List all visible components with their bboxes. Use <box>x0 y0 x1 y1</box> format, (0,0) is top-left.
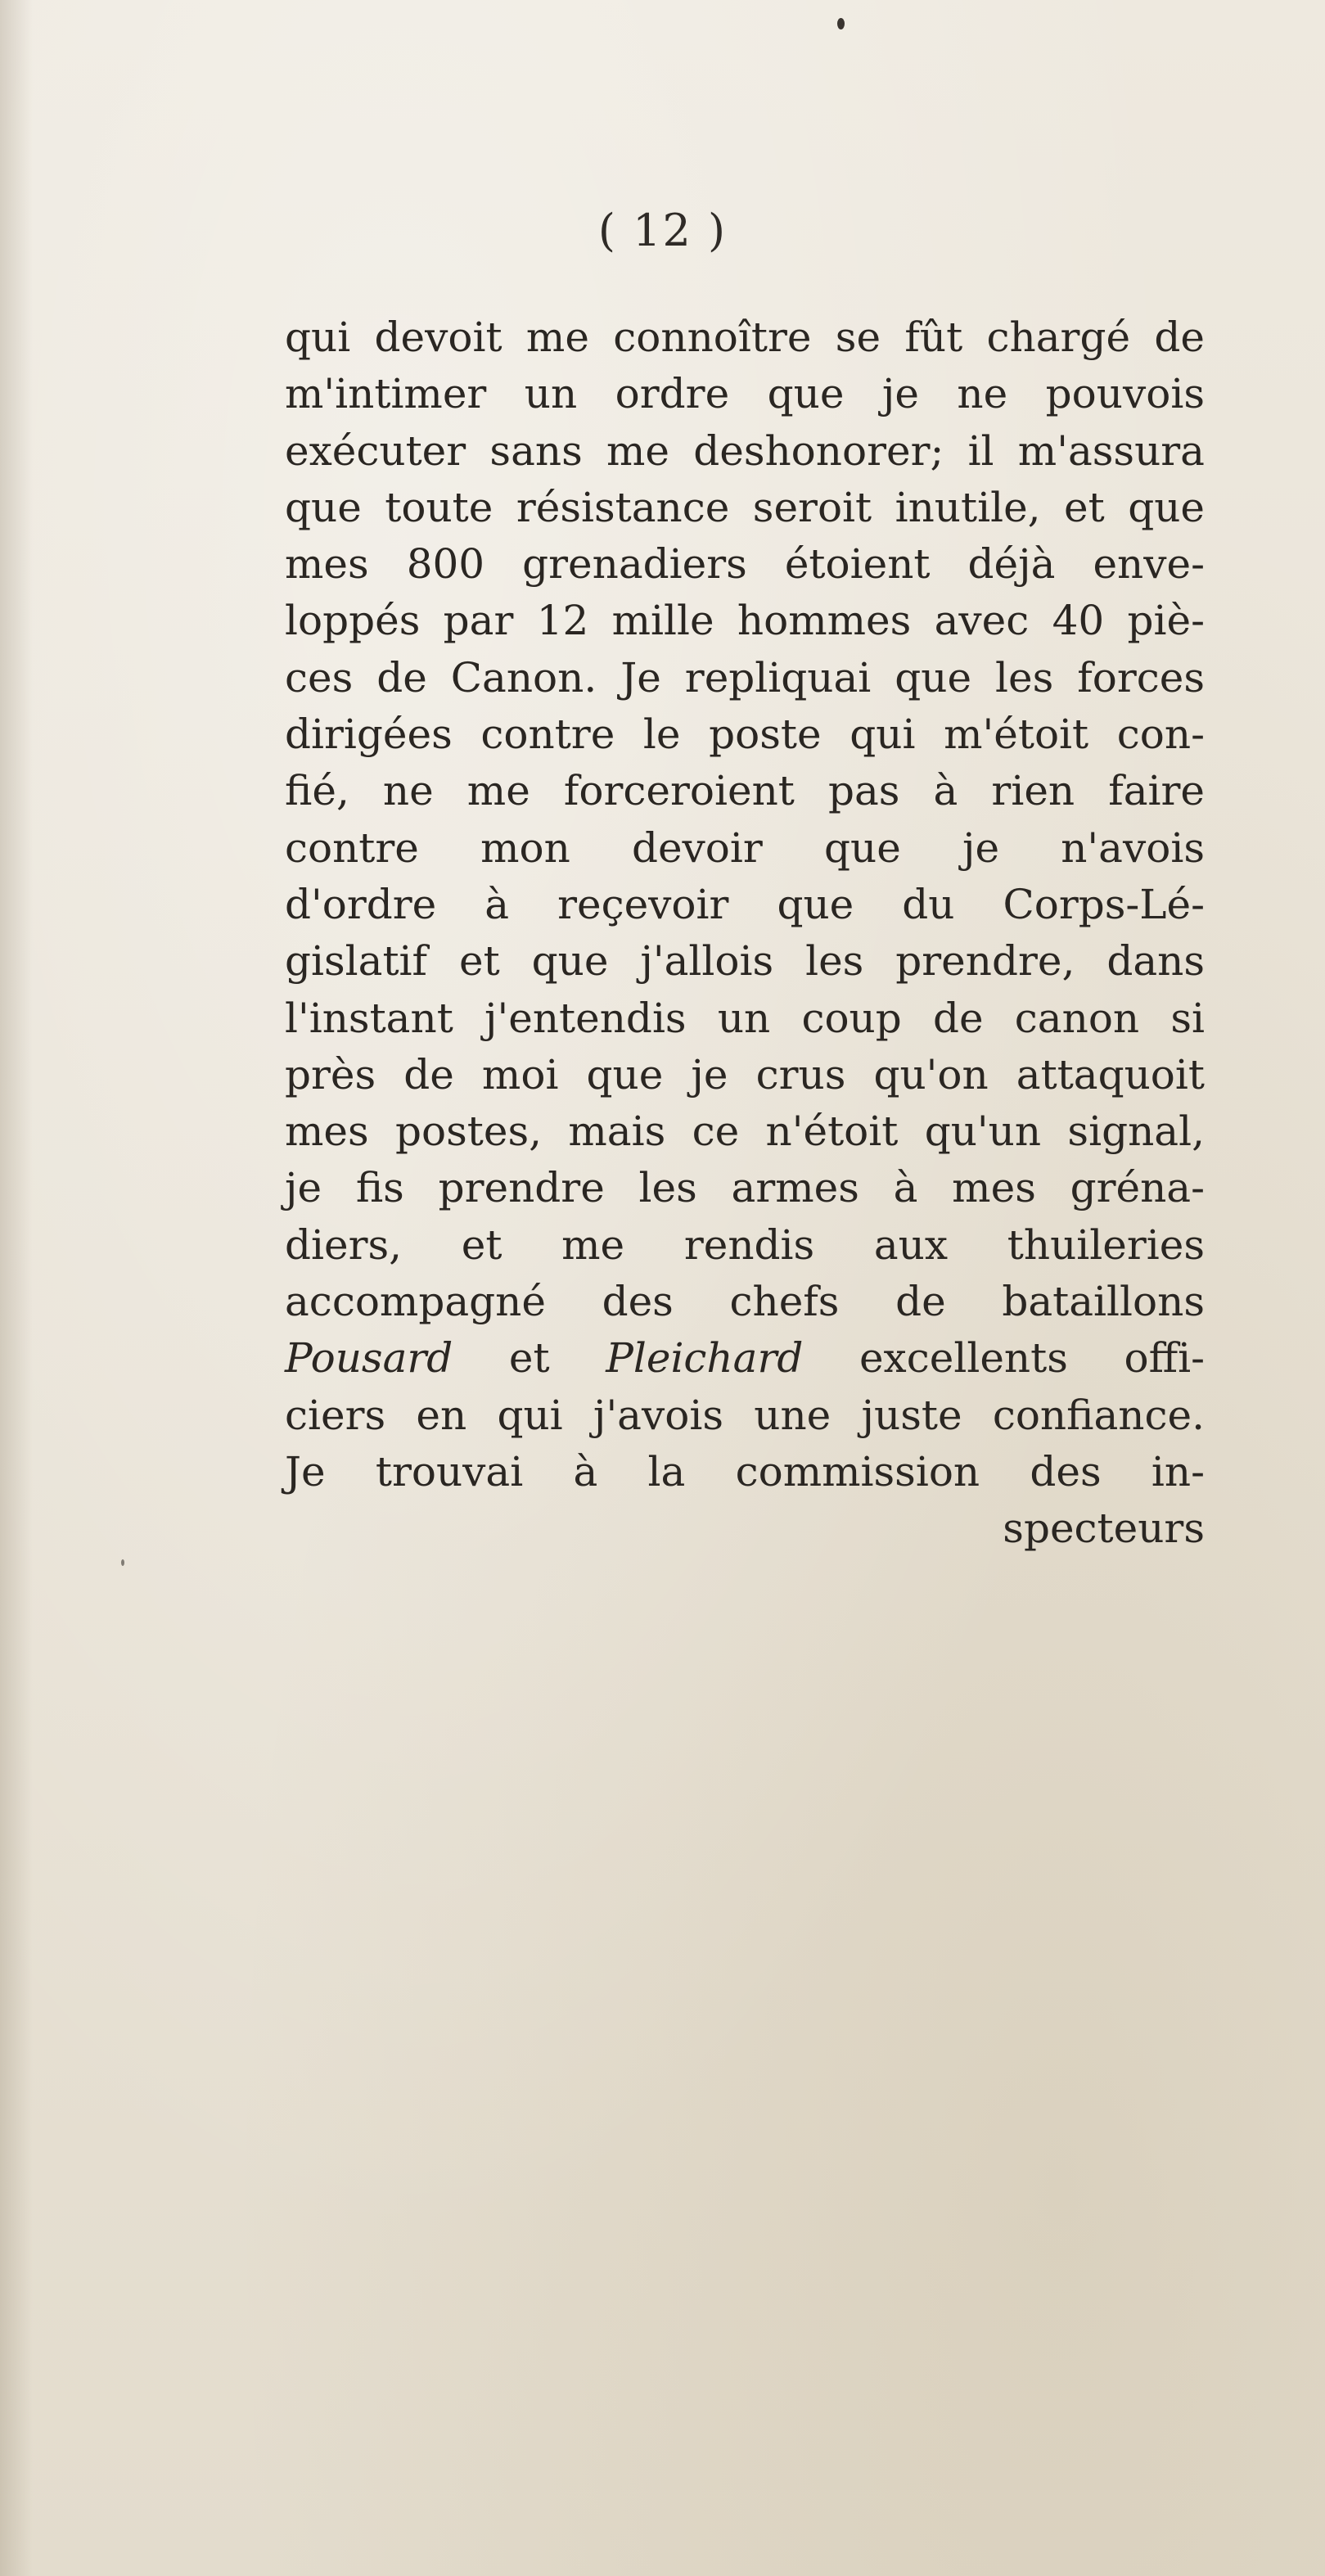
text-line: ces de Canon. Je repliquai que les forces <box>285 653 1205 702</box>
text-line: que toute résistance seroit inutile, et que <box>285 483 1205 531</box>
text-line: Je trouvai à la commission des in- <box>285 1447 1205 1496</box>
text-line: dirigées contre le poste qui m'étoit con- <box>285 711 1205 759</box>
catchword: specteurs <box>1003 1505 1205 1553</box>
text-line: diers, et me rendis aux thuileries <box>285 1220 1205 1269</box>
text-line: d'ordre à reçevoir que du Corps-Lé- <box>285 880 1205 928</box>
text-line: mes 800 grenadiers étoient déjà enve- <box>285 540 1205 589</box>
conjunction: et <box>453 1334 606 1383</box>
body-text <box>285 309 1205 1558</box>
text-line: qui devoit me connoître se fût chargé de <box>285 314 1205 361</box>
text-line: gislatif et que j'allois les prendre, dans <box>285 937 1205 986</box>
text-line: mes postes, mais ce n'étoit qu'un signal, <box>285 1108 1205 1156</box>
ink-speck <box>121 1559 124 1566</box>
name-pousard: Pousard <box>285 1334 453 1383</box>
page-number: ( 12 ) <box>597 205 728 256</box>
text-line: je fis prendre les armes à mes gréna- <box>285 1164 1205 1212</box>
name-pleichard: Pleichard <box>606 1334 804 1383</box>
text-line: l'instant j'entendis un coup de canon si <box>285 994 1205 1042</box>
ink-speck <box>837 18 845 29</box>
text-line: fié, ne me forceroient pas à rien faire <box>285 767 1205 815</box>
page-fold-shadow <box>0 0 33 2576</box>
text-line-names <box>285 1330 1205 1387</box>
text-line: contre mon devoir que je n'avois <box>285 823 1205 872</box>
text-line: loppés par 12 mille hommes avec 40 piè- <box>285 597 1205 645</box>
text-line: exécuter sans me deshonorer; il m'assura <box>285 426 1205 475</box>
text-line: m'intimer un ordre que je ne pouvois <box>285 370 1205 418</box>
text-line: près de moi que je crus qu'on attaquoit <box>285 1050 1205 1099</box>
line-remainder: excellents offi- <box>803 1334 1205 1383</box>
text-line: accompagné des chefs de bataillons <box>285 1278 1205 1326</box>
text-line: ciers en qui j'avois une juste confiance. <box>285 1391 1205 1439</box>
